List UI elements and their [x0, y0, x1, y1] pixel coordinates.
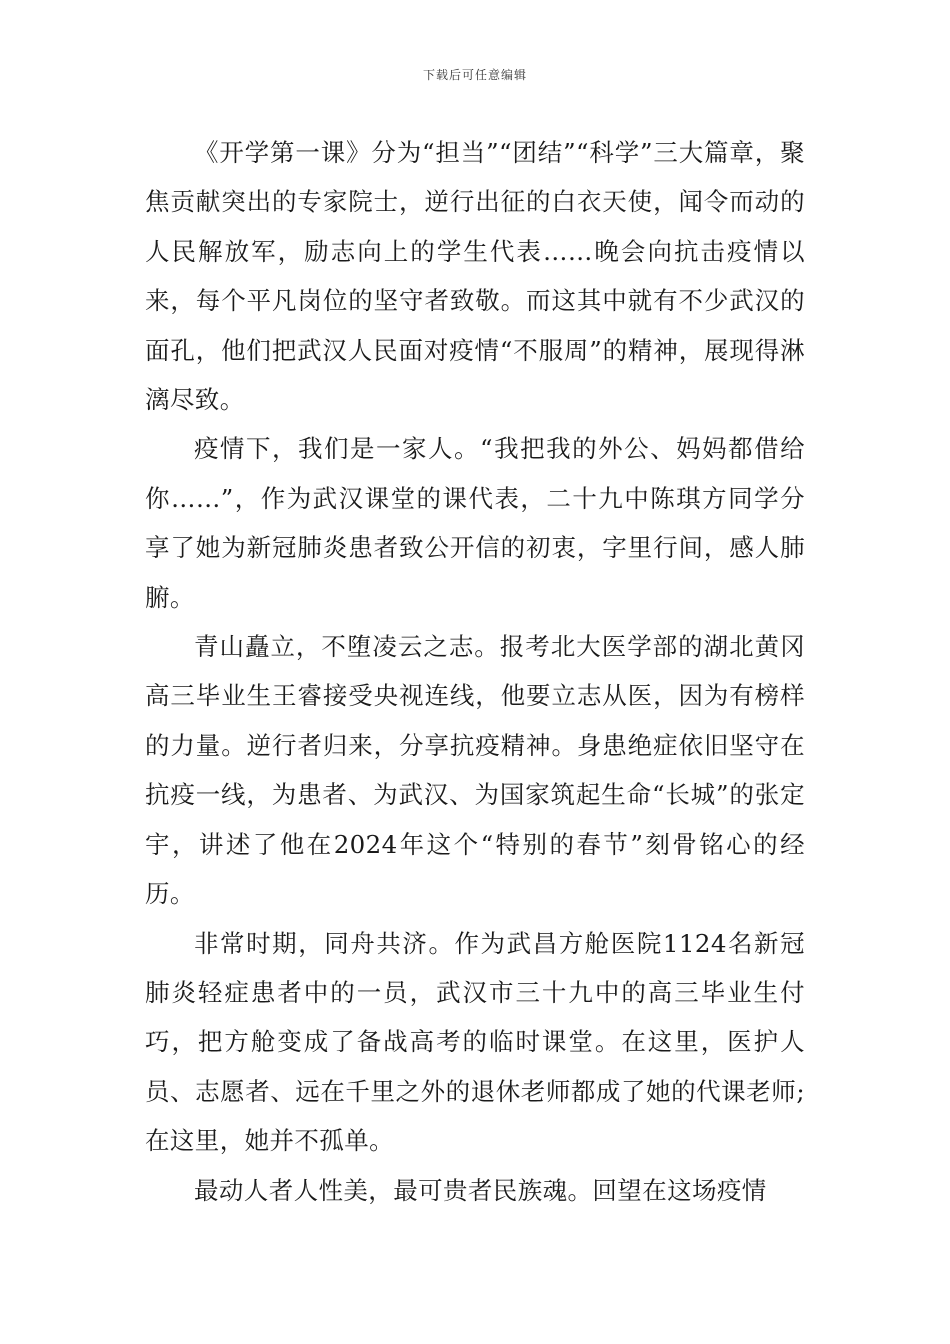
paragraph-2: 疫情下，我们是一家人。“我把我的外公、妈妈都借给你……”，作为武汉课堂的课代表，二十九中陈琪方同学分享了她为新冠肺炎患者致公开信的初衷，字里行间，感人肺腑。	[145, 434, 805, 612]
paragraph-3: 青山矗立，不堕凌云之志。报考北大医学部的湖北黄冈高三毕业生王睿接受央视连线，他要立志从医，因为有榜样的力量。逆行者归来，分享抗疫精神。身患绝症依旧坚守在抗疫一线，为患者、为武汉、为国家筑起生命“长城”的张定宇，讲述了他在2024年这个“特别的春节”刻骨铭心的经历。	[145, 632, 805, 909]
paragraph-1: 《开学第一课》分为“担当”“团结”“科学”三大篇章，聚焦贡献突出的专家院士，逆行出征的白衣天使，闻令而动的人民解放军，励志向上的学生代表……晚会向抗击疫情以来，每个平凡岗位的坚守者致敬。而这其中就有不少武汉的面孔，他们把武汉人民面对疫情“不服周”的精神，展现得淋漓尽致。	[145, 138, 805, 415]
paragraph-5: 最动人者人性美，最可贵者民族魂。回望在这场疫情	[194, 1175, 767, 1205]
paragraph-4: 非常时期，同舟共济。作为武昌方舱医院1124名新冠肺炎轻症患者中的一员，武汉市三十九中的高三毕业生付巧，把方舱变成了备战高考的临时课堂。在这里，医护人员、志愿者、远在千里之外的退休老师都成了她的代课老师;在这里，她并不孤单。	[145, 928, 805, 1156]
document-body	[145, 128, 805, 1215]
page-header-note: 下载后可任意编辑	[422, 68, 527, 82]
